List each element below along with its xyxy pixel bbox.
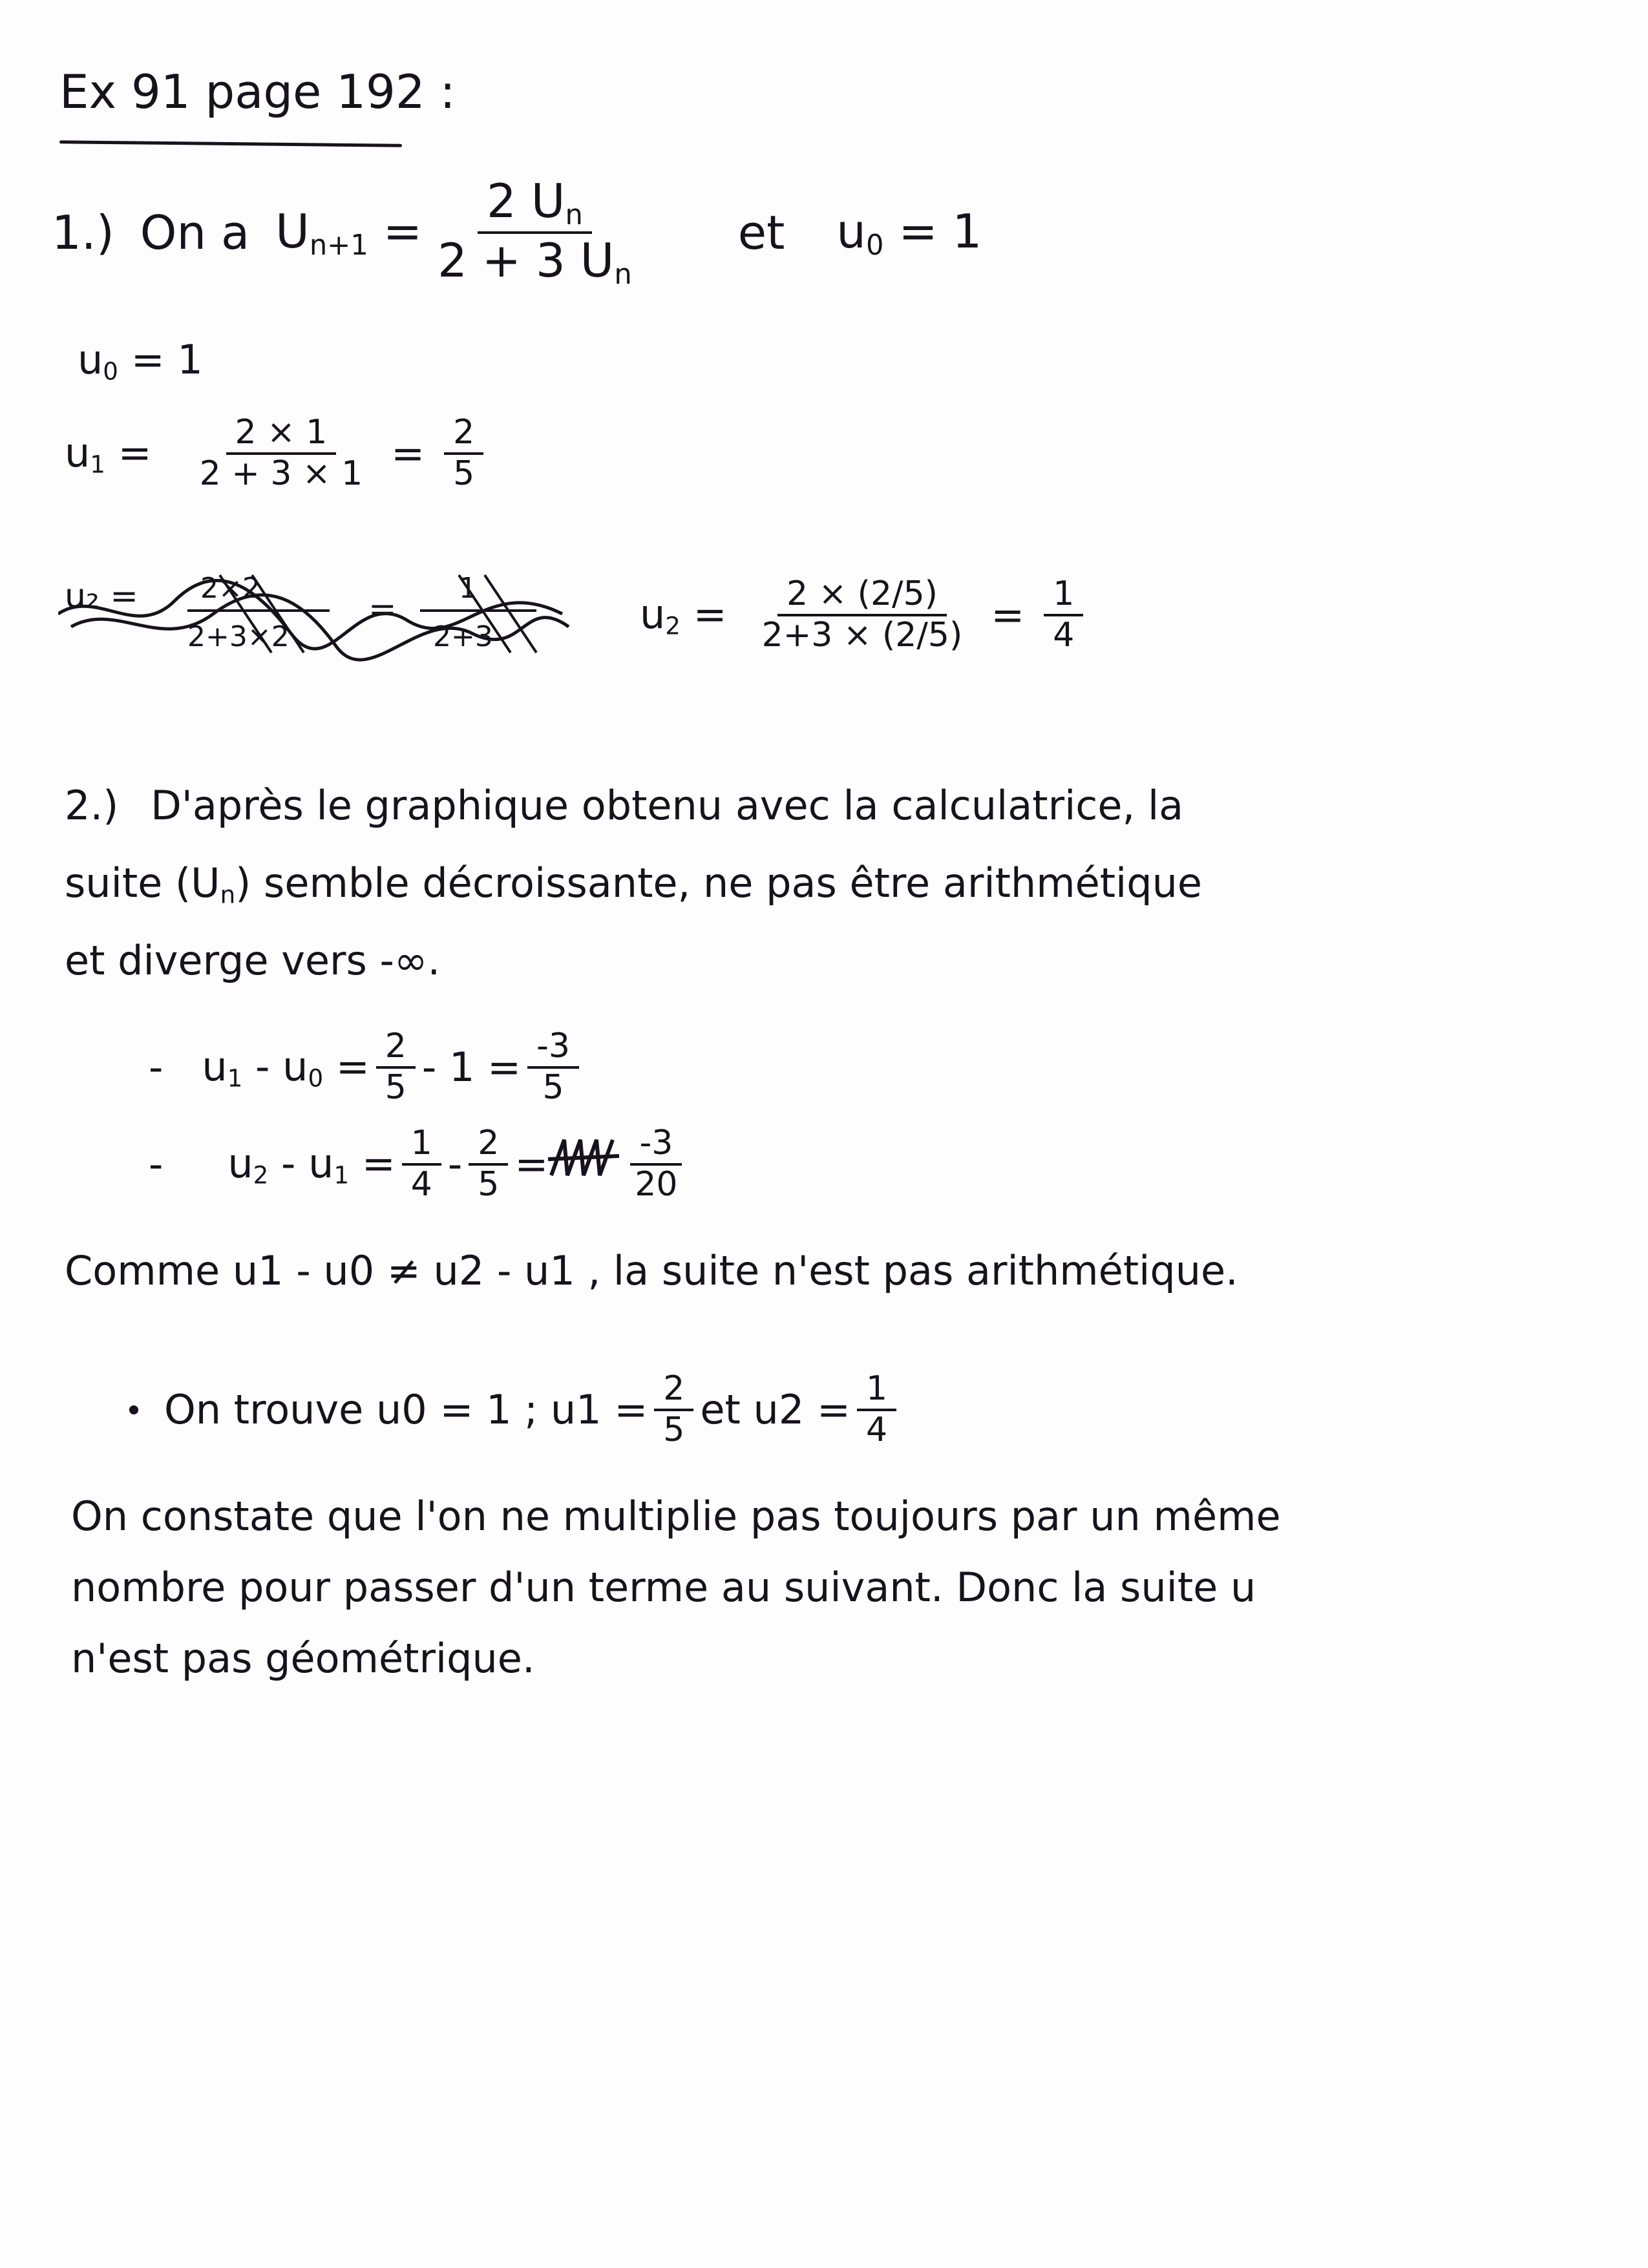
geometric-line2: nombre pour passer d'un terme au suivant. Donc la suite u [71,1564,1256,1611]
u2-line: $u_2$ = $\frac{2 \times (2/5)}{2+3 \times (2/5)}$ = $\frac{1}{4}$ [640,575,1090,655]
u1-line: $u_1$ = $\frac{2 \times 1}{2 + 3 \times 1}$ = $\frac{2}{5}$ [65,414,490,494]
q1-intro: On a [140,205,250,260]
geometric-terms: On trouve u0 = 1 ; u1 = $\frac{2}{5}$ et u2 = $\frac{1}{4}$ [129,1370,903,1450]
scribble-mark [548,1137,619,1192]
svg-text:2+3×2: 2+3×2 [187,620,290,653]
svg-text:=: = [368,590,397,629]
u0-line: $u_0 = 1$ [78,336,203,386]
initial-value: $u_0 = 1$ [836,204,982,262]
arithmetic-conclusion: Comme u1 - u0 ≠ u2 - u1 , la suite n'est pas arithmétique. [65,1247,1238,1294]
q2-line3: et diverge vers -∞. [65,937,441,984]
difference-1: - $u_1 - u_0$ = $\frac{2}{5}$ - 1 = $\frac{-3}{5}$ [149,1027,586,1108]
svg-text:2×2: 2×2 [200,572,260,605]
svg-text:u₂ =: u₂ = [65,577,138,616]
svg-text:2+3: 2+3 [433,620,493,653]
bullet-icon [129,1405,138,1414]
recurrence-lhs: $U_{n+1}$ = [275,204,423,262]
q1-recurrence [52,174,982,291]
q1-number: 1.) [52,205,114,260]
difference-2: - $u_2 - u_1$ = $\frac{1}{4}$ - $\frac{2}{5}$ = $\frac{-3}{20}$ [149,1124,693,1204]
q2-line2: suite $(U_n)$ semble décroissante, ne pas être arithmétique [65,859,1203,909]
svg-text:1: 1 [459,572,477,605]
and-word: et [737,205,785,260]
crossed-out-work [58,562,575,666]
exercise-title: Ex 91 page 192 : [59,65,456,119]
geometric-line1: On constate que l'on ne multiplie pas toujours par un même [71,1493,1281,1540]
title-underline [59,140,402,147]
q2-line1: 2.) D'après le graphique obtenu avec la calculatrice, la [65,782,1184,829]
geometric-line3: n'est pas géométrique. [71,1635,535,1682]
recurrence-fraction: $\frac{2 U_n}{2 + 3 U_n}$ [438,174,632,291]
